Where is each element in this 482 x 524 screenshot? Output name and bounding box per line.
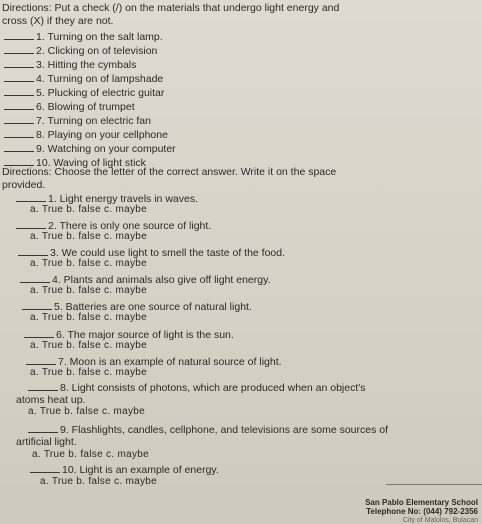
answer-blank[interactable] bbox=[16, 219, 46, 229]
directions-part1-line1: Directions: Put a check (/) on the materials that undergo light energy and bbox=[2, 2, 340, 14]
answer-blank[interactable] bbox=[4, 100, 34, 110]
part1-item-7: 7. Turning on electric fan bbox=[4, 114, 151, 127]
answer-blank[interactable] bbox=[4, 128, 34, 138]
part2-q7: 7. Moon is an example of natural source of light. bbox=[26, 355, 282, 368]
answer-blank[interactable] bbox=[18, 246, 48, 256]
answer-blank[interactable] bbox=[20, 273, 50, 283]
part2-q10-options: a. True b. false c. maybe bbox=[40, 476, 157, 487]
part2-q1: 1. Light energy travels in waves. bbox=[16, 192, 198, 205]
part1-item-10: 10. Waving of light stick bbox=[4, 156, 146, 169]
part2-q10: 10. Light is an example of energy. bbox=[30, 463, 219, 476]
part2-q3-options: a. True b. false c. maybe bbox=[30, 258, 147, 269]
part2-q7-options: a. True b. false c. maybe bbox=[30, 367, 147, 378]
part2-q8: 8. Light consists of photons, which are produced when an object's bbox=[28, 381, 366, 394]
part1-item-5: 5. Plucking of electric guitar bbox=[4, 86, 164, 99]
part2-q2-options: a. True b. false c. maybe bbox=[30, 231, 147, 242]
answer-blank[interactable] bbox=[16, 192, 46, 202]
directions-part2-line1: Directions: Choose the letter of the correct answer. Write it on the space bbox=[2, 166, 337, 178]
part2-q6: 6. The major source of light is the sun. bbox=[24, 328, 234, 341]
part2-q6-options: a. True b. false c. maybe bbox=[30, 340, 147, 351]
answer-blank[interactable] bbox=[4, 58, 34, 68]
footer-divider bbox=[386, 484, 482, 485]
answer-blank[interactable] bbox=[28, 423, 58, 433]
answer-blank[interactable] bbox=[24, 328, 54, 338]
answer-blank[interactable] bbox=[26, 355, 56, 365]
school-address: City of Malolos, Bulacan bbox=[402, 517, 478, 524]
answer-blank[interactable] bbox=[4, 86, 34, 96]
part1-item-4: 4. Turning on of lampshade bbox=[4, 72, 163, 85]
part1-item-9: 9. Watching on your computer bbox=[4, 142, 176, 155]
answer-blank[interactable] bbox=[30, 463, 60, 473]
answer-blank[interactable] bbox=[4, 114, 34, 124]
part2-q1-options: a. True b. false c. maybe bbox=[30, 204, 147, 215]
answer-blank[interactable] bbox=[4, 156, 34, 166]
part2-q9: 9. Flashlights, candles, cellphone, and televisions are some sources of bbox=[28, 423, 388, 436]
school-telephone: Telephone No: (044) 792-2356 bbox=[366, 507, 478, 516]
part1-item-6: 6. Blowing of trumpet bbox=[4, 100, 135, 113]
part1-item-2: 2. Clicking on of television bbox=[4, 44, 157, 57]
part2-q9-options: a. True b. false c. maybe bbox=[32, 449, 149, 460]
answer-blank[interactable] bbox=[4, 30, 34, 40]
part2-q8-continued: atoms heat up. bbox=[16, 394, 86, 406]
part2-q4-options: a. True b. false c. maybe bbox=[30, 285, 147, 296]
answer-blank[interactable] bbox=[4, 44, 34, 54]
directions-part2-line2: provided. bbox=[2, 179, 46, 191]
part2-q9-continued: artificial light. bbox=[16, 436, 77, 448]
answer-blank[interactable] bbox=[4, 72, 34, 82]
school-name: San Pablo Elementary School bbox=[365, 498, 478, 507]
part2-q8-options: a. True b. false c. maybe bbox=[28, 406, 145, 417]
part2-q2: 2. There is only one source of light. bbox=[16, 219, 211, 232]
part2-q4: 4. Plants and animals also give off light energy. bbox=[20, 273, 271, 286]
part1-item-8: 8. Playing on your cellphone bbox=[4, 128, 168, 141]
answer-blank[interactable] bbox=[22, 300, 52, 310]
answer-blank[interactable] bbox=[4, 142, 34, 152]
answer-blank[interactable] bbox=[28, 381, 58, 391]
part1-item-1: 1. Turning on the salt lamp. bbox=[4, 30, 163, 43]
part2-q3: 3. We could use light to smell the taste of the food. bbox=[18, 246, 285, 259]
directions-part1-line2: cross (X) if they are not. bbox=[2, 15, 114, 27]
part2-q5: 5. Batteries are one source of natural light. bbox=[22, 300, 252, 313]
part1-item-3: 3. Hitting the cymbals bbox=[4, 58, 136, 71]
part2-q5-options: a. True b. false c. maybe bbox=[30, 312, 147, 323]
